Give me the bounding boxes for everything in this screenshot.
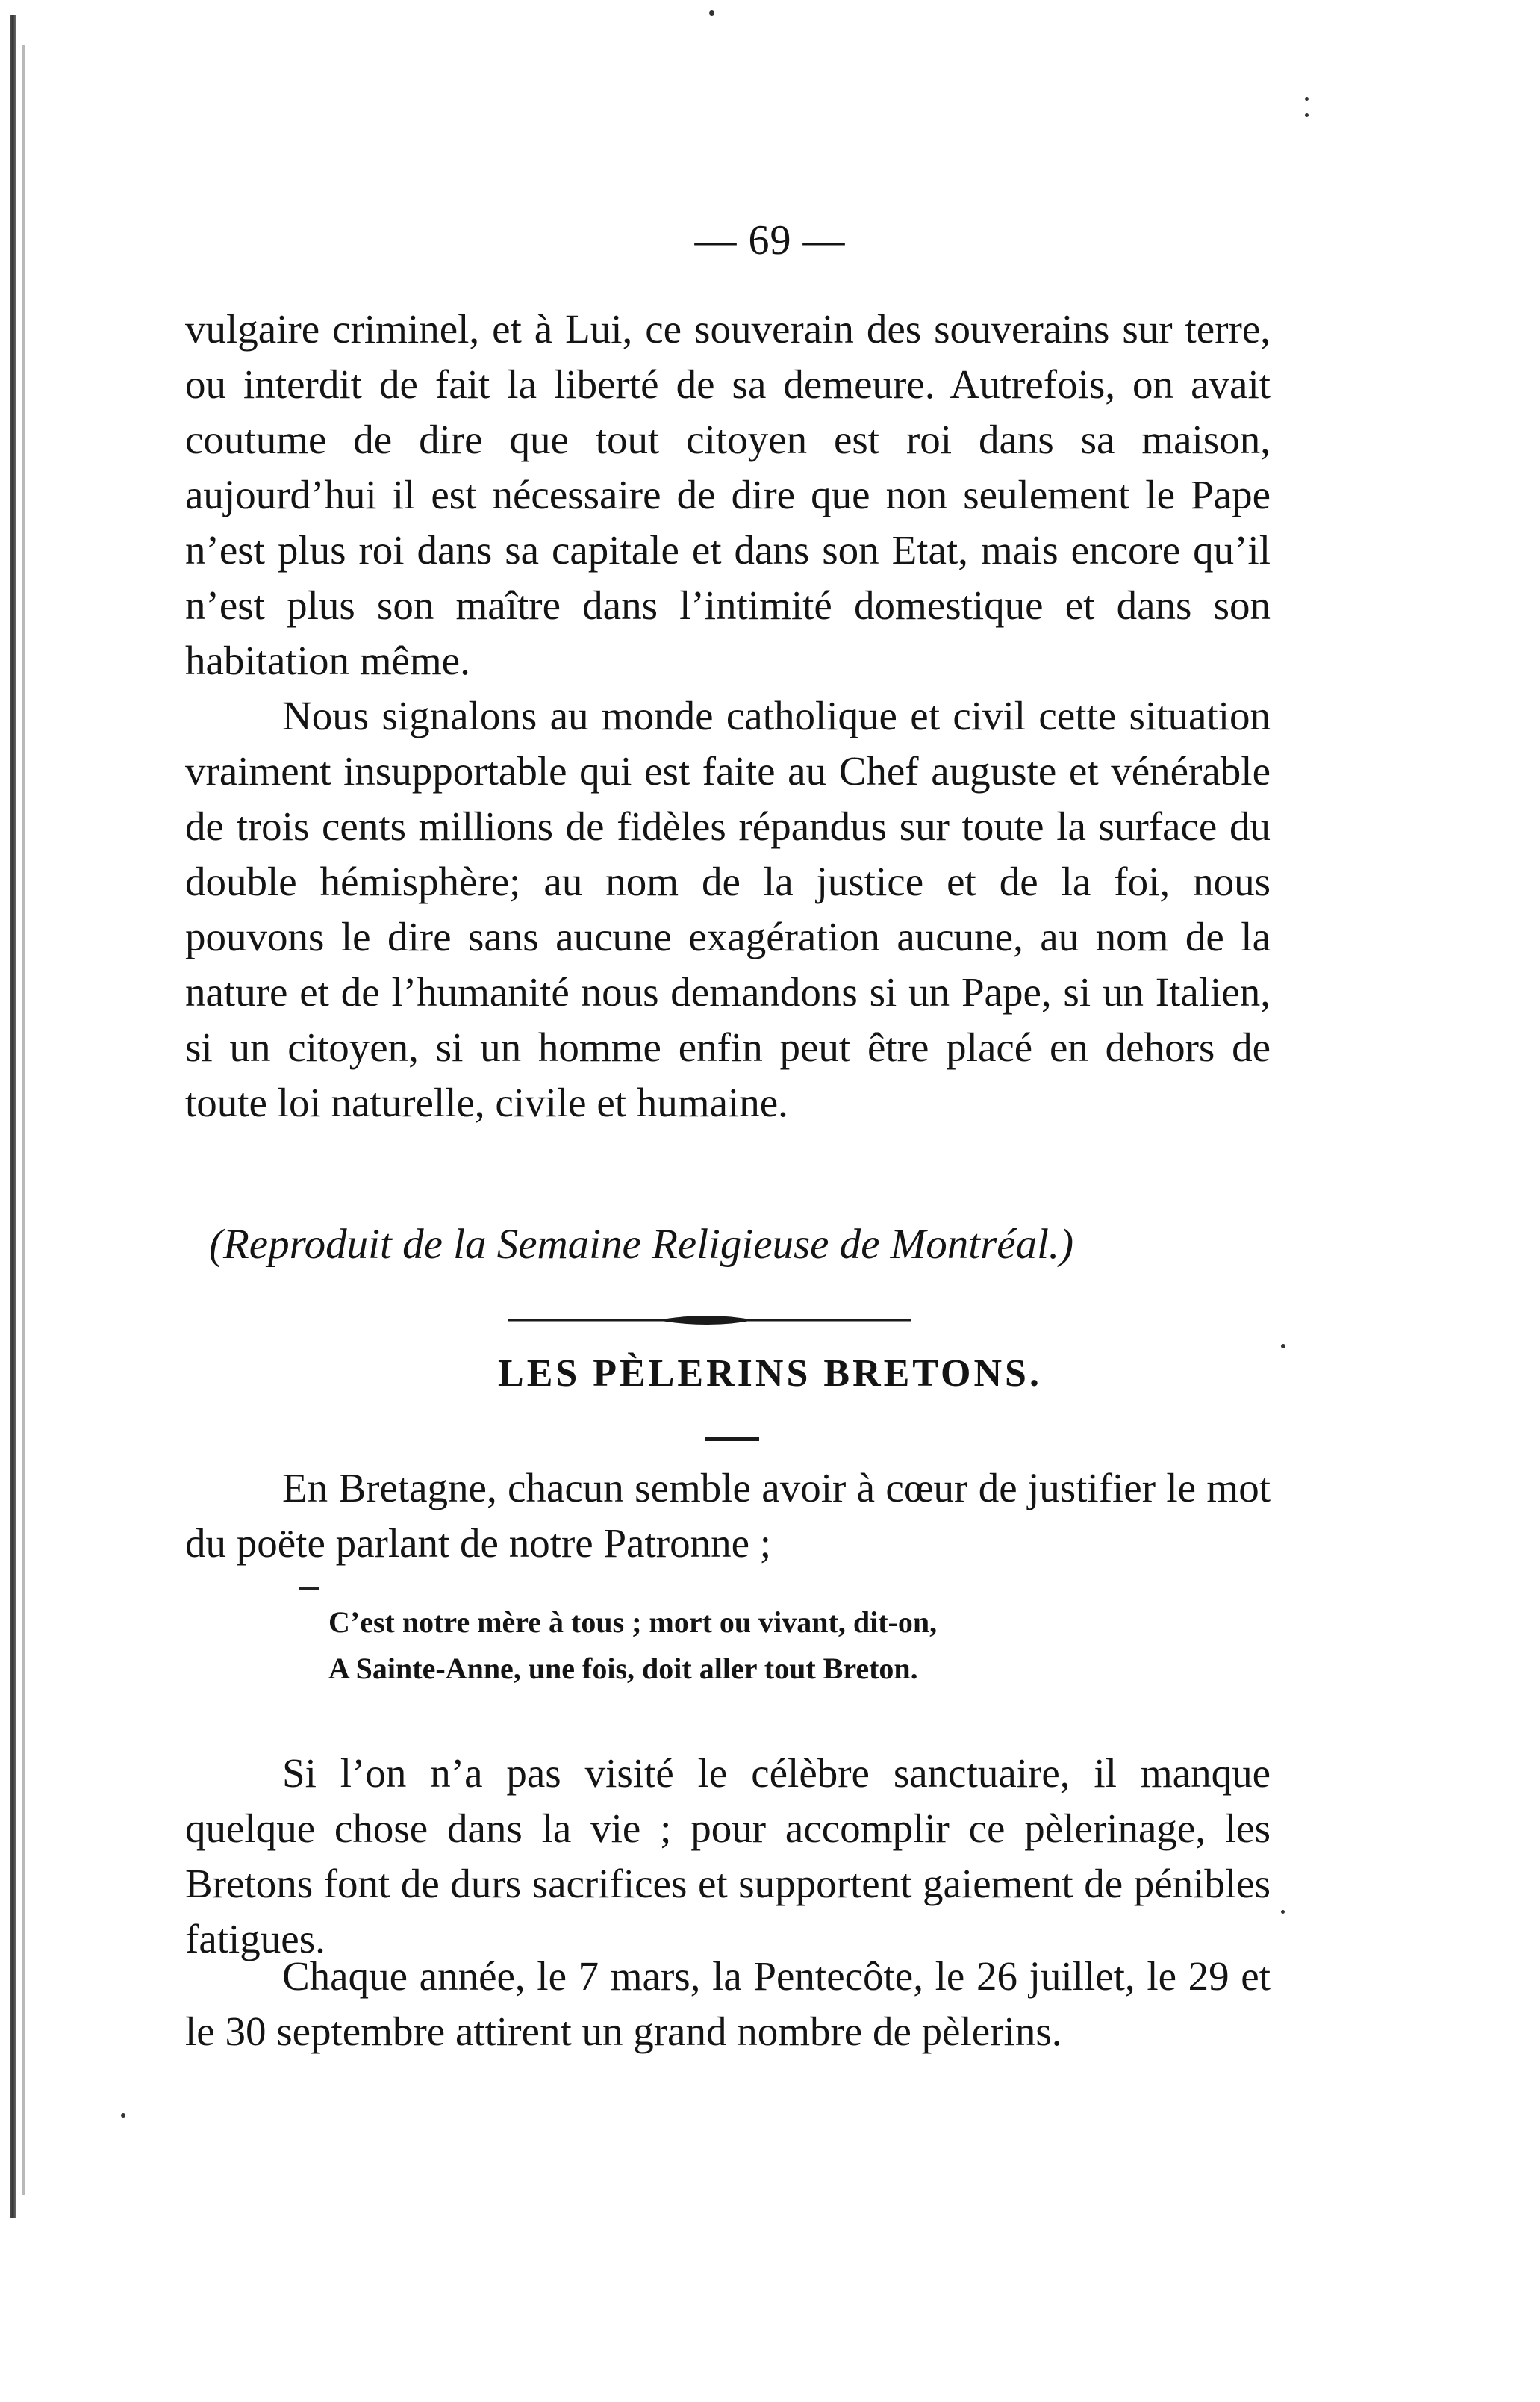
section-heading: LES PÈLERINS BRETONS. [498, 1352, 1042, 1395]
verse-line: A Sainte-Anne, une fois, doit aller tout Breton. [328, 1652, 918, 1685]
section-divider-ornament [508, 1313, 911, 1328]
verse-quote [328, 1599, 1299, 1692]
paragraph-sanctuary: Si l’on n’a pas visité le célèbre sanctuaire, il manque quelque chose dans la vie ; pour accomplir ce pèlerinage, les Bretons font de durs sacrifices et supportent gaiement de pénibles fatigues. [185, 1750, 1271, 1961]
binding-edge-shadow [22, 45, 25, 2195]
print-speck [1305, 113, 1309, 117]
binding-edge [10, 15, 16, 2218]
paragraph-appeal: Nous signalons au monde catholique et civil cette situation vraiment insupportable qui est faite au Chef auguste et vénérable de trois cents millions de fidèles répandus sur toute la surface du double hémisphère; au nom de la justice et de la foi, nous pouvons le dire sans aucune exagération aucune, au nom de la nature et de l’humanité nous demandons si un Pape, si un Italien, si un citoyen, si un homme enfin peut être placé en dehors de toute loi naturelle, civile et humaine. [185, 693, 1271, 1125]
print-speck [1281, 1910, 1285, 1914]
print-speck [1305, 97, 1309, 101]
print-speck [709, 10, 714, 16]
paragraph-intro: En Bretagne, chacun semble avoir à cœur de justifier le mot du poëte parlant de notre Patronne ; [185, 1465, 1271, 1566]
print-speck [1281, 1344, 1285, 1348]
heading-rule [705, 1437, 759, 1441]
text-block-sanctuary [185, 1746, 1271, 1967]
text-block-dates [185, 1949, 1271, 2059]
source-attribution: (Reproduit de la Semaine Religieuse de Montréal.) [209, 1221, 1074, 1268]
text-block-continuation [185, 302, 1271, 1130]
page-number: — 69 — [694, 217, 846, 264]
paragraph-dates: Chaque année, le 7 mars, la Pentecôte, le 26 juillet, le 29 et le 30 septembre attirent un grand nombre de pèlerins. [185, 1953, 1271, 2054]
print-speck [121, 2113, 125, 2118]
verse-dash [299, 1587, 319, 1590]
verse-line: C’est notre mère à tous ; mort ou vivant, dit-on, [328, 1605, 938, 1639]
paragraph-continuation: vulgaire criminel, et à Lui, ce souverain des souverains sur terre, ou interdit de fait la liberté de sa demeure. Autrefois, on avait coutume de dire que tout citoyen est roi dans sa maison, aujourd’hui il est nécessaire de dire que non seulement le Pape n’est plus roi dans sa capitale et dans son Etat, mais encore qu’il n’est plus son maître dans l’intimité domestique et dans son habitation même. [185, 306, 1271, 683]
text-block-intro [185, 1460, 1271, 1571]
